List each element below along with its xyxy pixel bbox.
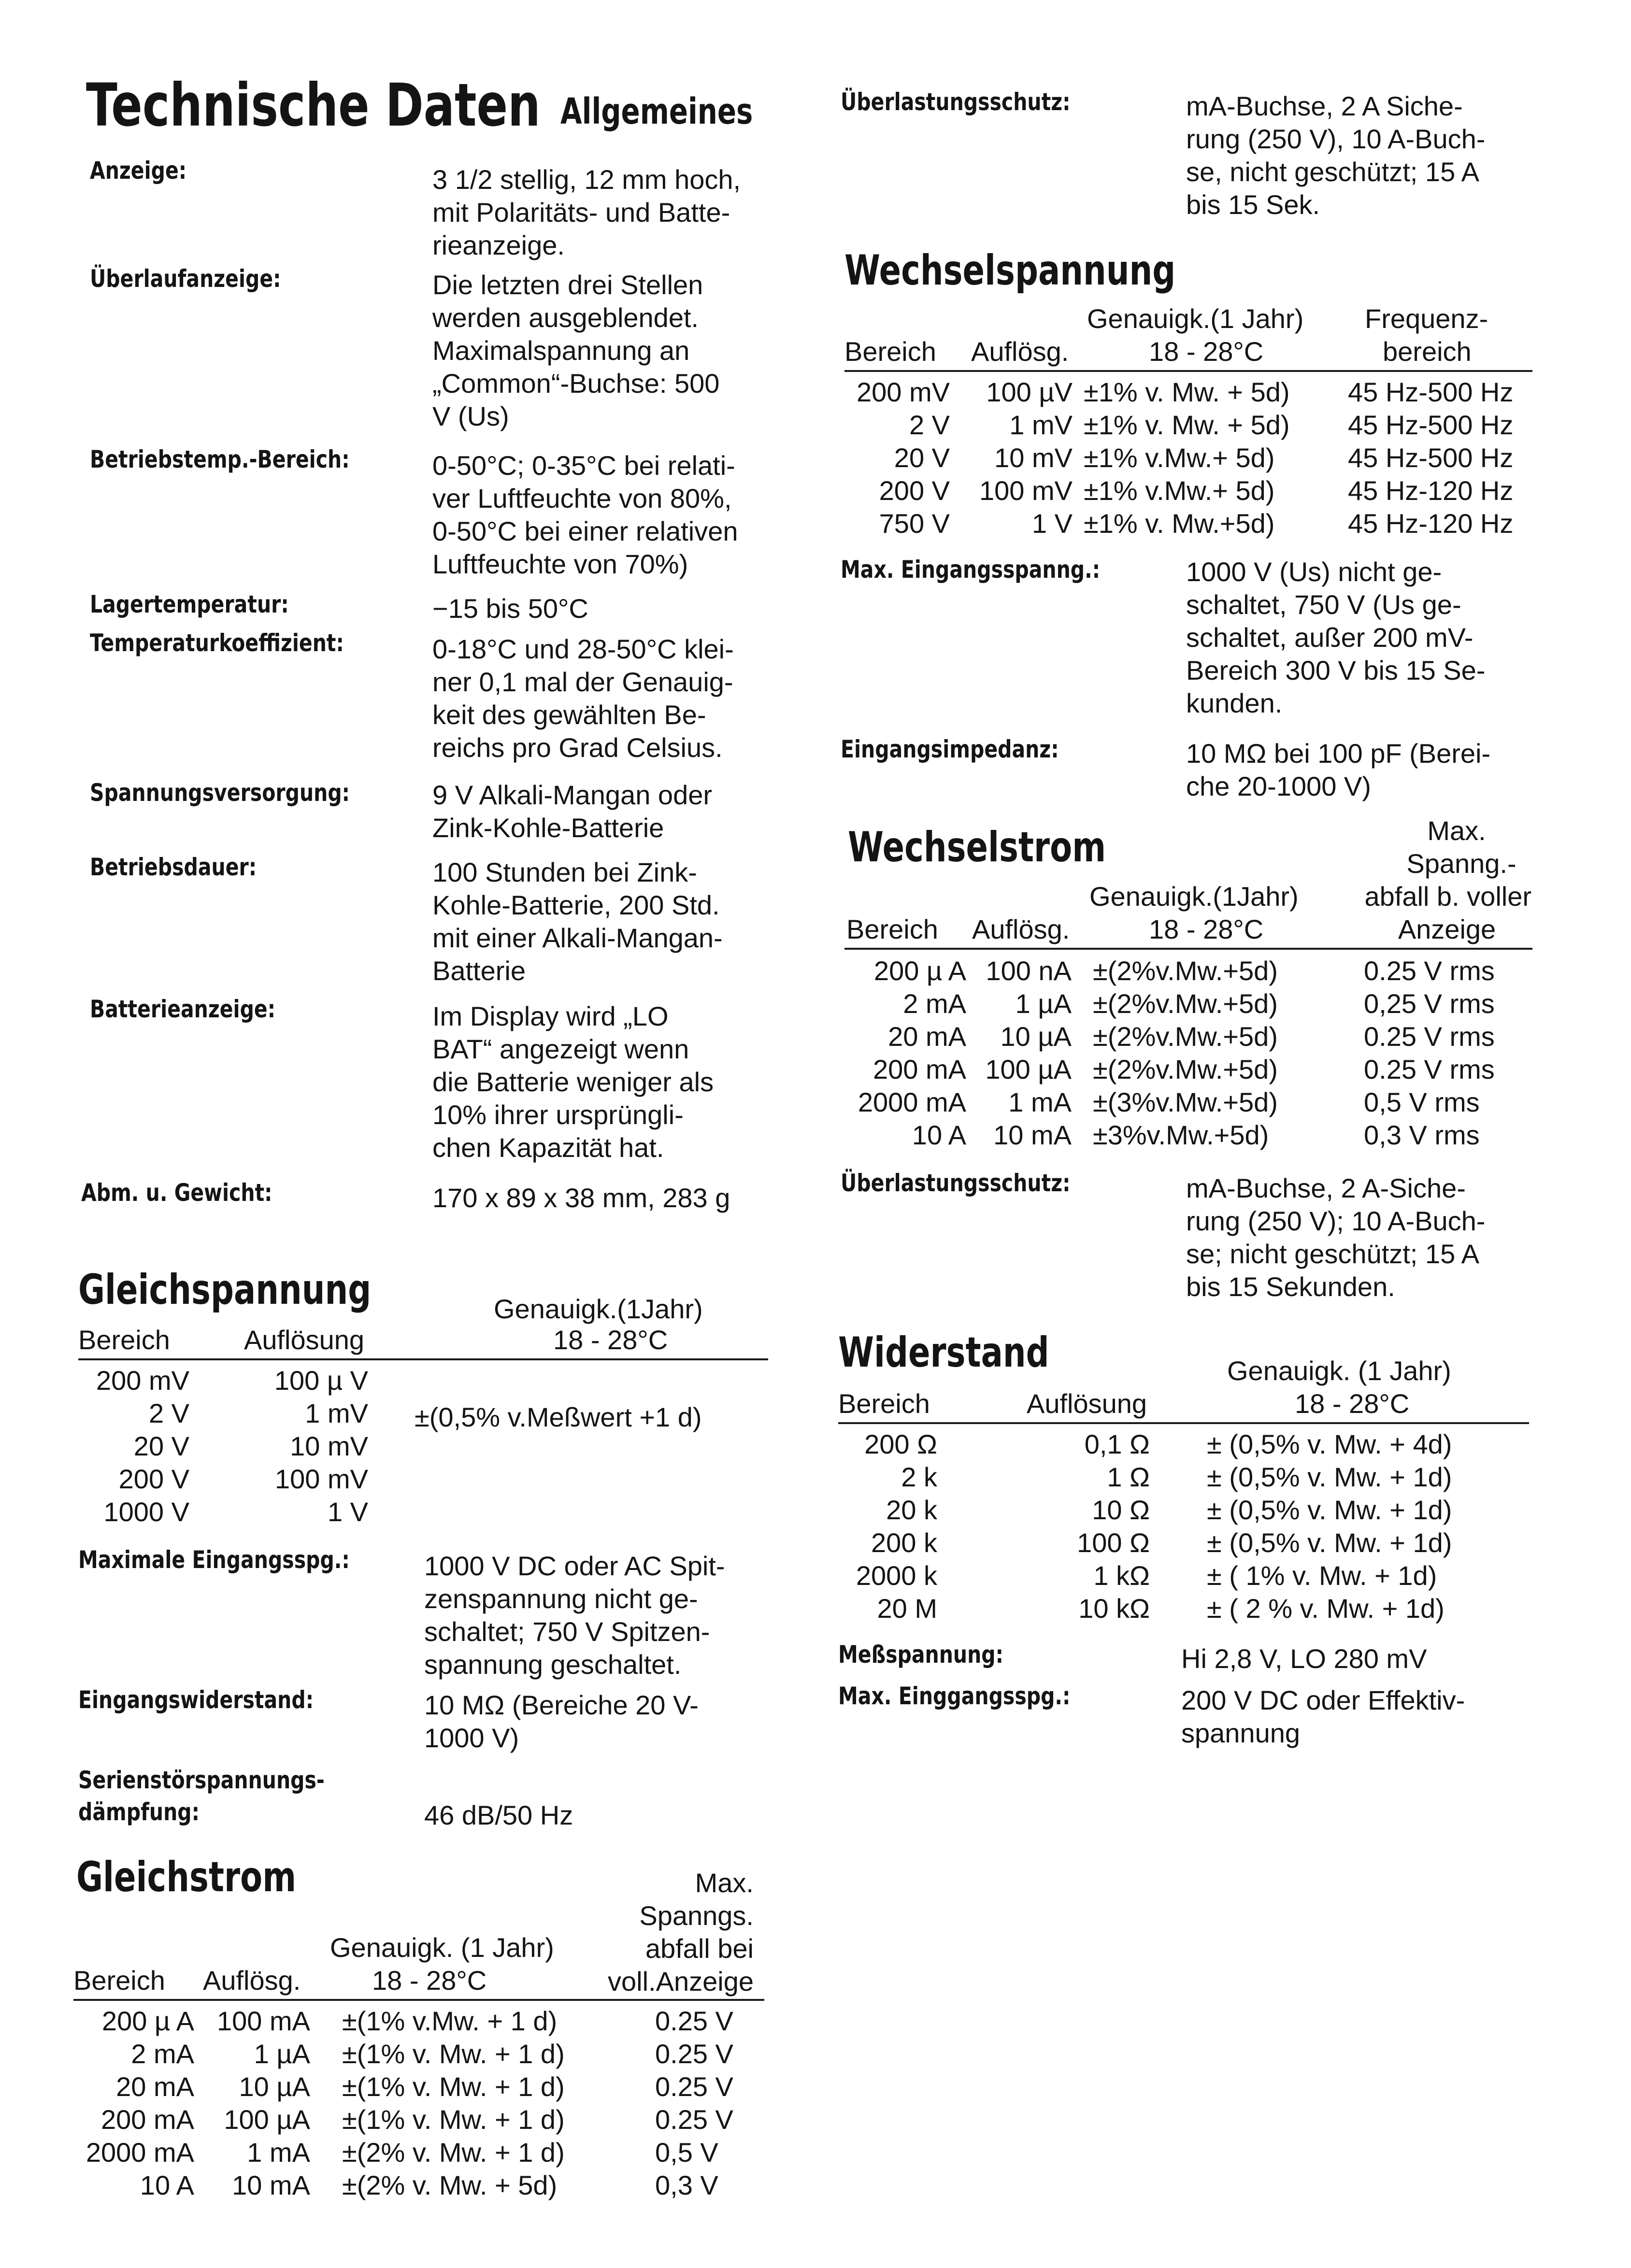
value-max-eingangsspanng: 1000 V (Us) nicht ge- schaltet, 750 V (Us ge- schaltet, außer 200 mV- Bereich 300 V bis 15 Se- kunden. — [1186, 556, 1486, 718]
gs-header-accuracy-1: Genauigk.(1Jahr) — [494, 1294, 703, 1324]
table-row: 200 mV — [857, 377, 950, 407]
table-row: 200 mV — [96, 1365, 189, 1396]
table-cell: 100 mA — [217, 2006, 310, 2036]
table-cell: 10 mV — [994, 442, 1073, 473]
value-lagertemperatur: −15 bis 50°C — [432, 593, 588, 624]
heading-widerstand: Widerstand — [838, 1328, 1049, 1377]
table-cell: ±(3%v.Mw.+5d) — [1093, 1087, 1278, 1117]
table-cell: 0,3 V — [655, 2170, 718, 2200]
wst-header-accuracy-1: Genauigk.(1Jahr) — [1089, 881, 1299, 912]
gs-header-aufloesung: Auflösung — [244, 1325, 365, 1355]
table-cell: 10 mA — [232, 2170, 310, 2200]
label-abmessungen: Abm. u. Gewicht: — [81, 1179, 272, 1207]
table-row: 200 mA — [873, 1054, 966, 1084]
table-cell: ±(1% v. Mw. + 1 d) — [342, 2039, 565, 2069]
heading-wechselspannung: Wechselspannung — [844, 246, 1176, 295]
label-max-eingangsspg: Maximale Eingangsspg.: — [78, 1546, 350, 1574]
ws-header-accuracy-1: Genauigk.(1 Jahr) — [1087, 303, 1304, 334]
table-cell: 10 Ω — [1092, 1495, 1150, 1525]
table-cell: ±1% v.Mw.+ 5d) — [1084, 442, 1275, 473]
table-cell: ±(2% v. Mw. + 5d) — [342, 2170, 558, 2200]
wd-header-rule — [838, 1422, 1529, 1424]
value-max-eingangsspg: 1000 V DC oder AC Spit- zenspannung nicht ge- schaltet; 750 V Spitzen- spannung geschaltet. — [424, 1551, 725, 1680]
table-cell: 45 Hz-120 Hz — [1348, 475, 1514, 506]
value-eingangswiderstand: 10 MΩ (Bereiche 20 V- 1000 V) — [424, 1690, 699, 1753]
table-cell: ±3%v.Mw.+5d) — [1093, 1120, 1269, 1150]
table-cell: 1 Ω — [1107, 1462, 1150, 1492]
table-row: 750 V — [879, 508, 950, 539]
value-messspannung: Hi 2,8 V, LO 280 mV — [1181, 1643, 1427, 1674]
gs-accuracy-value: ±(0,5% v.Meßwert +1 d) — [415, 1402, 702, 1432]
ws-header-aufloesg: Auflösg. — [971, 336, 1069, 367]
table-row: 2 k — [901, 1462, 937, 1492]
table-cell: 100 µA — [224, 2104, 310, 2135]
table-cell: 100 µA — [985, 1054, 1072, 1084]
table-cell: ±(2%v.Mw.+5d) — [1093, 956, 1278, 986]
table-cell: 0.25 V rms — [1364, 1021, 1495, 1052]
table-cell: 45 Hz-500 Hz — [1348, 410, 1514, 440]
heading-gleichspannung: Gleichspannung — [78, 1266, 372, 1314]
table-cell: 1 mV — [1009, 410, 1073, 440]
table-cell: 100 Ω — [1077, 1527, 1150, 1558]
table-row: 20 mA — [116, 2071, 194, 2102]
wd-header-aufloesung: Auflösung — [1027, 1388, 1147, 1419]
table-cell: 100 mV — [275, 1464, 368, 1494]
table-cell: 10 mA — [993, 1120, 1072, 1150]
table-cell: 100 nA — [986, 956, 1072, 986]
table-cell: ± (0,5% v. Mw. + 1d) — [1207, 1527, 1452, 1558]
value-ueberlastungsschutz-ac: mA-Buchse, 2 A-Siche- rung (250 V); 10 A-Buch- se; nicht geschützt; 15 A bis 15 Sekunden. — [1186, 1173, 1486, 1302]
label-temperaturkoeffizient: Temperaturkoeffizient: — [90, 629, 344, 657]
table-row: 200 µ A — [873, 956, 966, 986]
table-cell: 1 V — [1031, 508, 1073, 539]
label-lagertemperatur: Lagertemperatur: — [90, 590, 289, 618]
label-eingangsimpedanz: Eingangsimpedanz: — [841, 735, 1059, 763]
label-ueberlastungsschutz-ac: Überlastungsschutz: — [841, 1169, 1071, 1197]
ws-header-frequenz-2: bereich — [1383, 336, 1472, 367]
table-cell: 1 mV — [305, 1398, 368, 1428]
gst-header-accuracy-1: Genauigk. (1 Jahr) — [330, 1932, 554, 1963]
page-title: Technische Daten — [86, 71, 541, 140]
table-cell: 1 mA — [1008, 1087, 1072, 1117]
table-cell: 45 Hz-120 Hz — [1348, 508, 1514, 539]
table-cell: 0.25 V rms — [1364, 956, 1495, 986]
label-spannungsversorgung: Spannungsversorgung: — [90, 779, 350, 807]
table-cell: 1 mA — [247, 2137, 310, 2168]
table-row: 2 mA — [903, 988, 966, 1019]
gs-header-rule — [78, 1358, 768, 1360]
value-eingangsimpedanz: 10 MΩ bei 100 pF (Berei- che 20-1000 V) — [1186, 738, 1491, 801]
label-messspannung: Meßspannung: — [838, 1640, 1004, 1669]
ws-header-frequenz-1: Frequenz- — [1365, 303, 1488, 334]
wst-header-max: Max. Spanng.- abfall b. voller Anzeige — [1364, 815, 1531, 944]
table-row: 200 k — [871, 1527, 937, 1558]
table-cell: 100 µ V — [274, 1365, 368, 1396]
value-ueberlaufanzeige: Die letzten drei Stellen werden ausgeblendet. Maximalspannung an „Common“-Buchse: 500 V (Us) — [432, 270, 720, 431]
table-row: 2000 mA — [86, 2137, 194, 2168]
ws-header-rule — [844, 370, 1532, 372]
table-row: 20 k — [886, 1495, 937, 1525]
value-betriebstemp: 0-50°C; 0-35°C bei relati- ver Luftfeuchte von 80%, 0-50°C bei einer relativen Luftfeuchte von 70%) — [432, 450, 738, 579]
table-cell: ±(2%v.Mw.+5d) — [1093, 1021, 1278, 1052]
wst-header-bereich: Bereich — [846, 914, 938, 944]
table-cell: ± ( 2 % v. Mw. + 1d) — [1207, 1593, 1445, 1624]
table-cell: 0,5 V rms — [1364, 1087, 1480, 1117]
label-max-eingangsspanng: Max. Eingangsspanng.: — [841, 556, 1101, 584]
value-serienstoerspannung: 46 dB/50 Hz — [424, 1800, 573, 1830]
table-row: 20 M — [877, 1593, 937, 1624]
wst-header-rule — [844, 948, 1532, 950]
table-row: 2000 k — [856, 1560, 937, 1591]
table-row: 20 V — [133, 1431, 189, 1461]
table-row: 20 V — [894, 442, 950, 473]
table-cell: ± (0,5% v. Mw. + 1d) — [1207, 1495, 1452, 1525]
gst-header-max: Max. Spanngs. abfall bei voll.Anzeige — [608, 1868, 754, 1997]
section-subtitle-allgemeines: Allgemeines — [560, 91, 753, 132]
table-cell: 1 V — [327, 1497, 368, 1527]
table-cell: ±1% v. Mw. + 5d) — [1084, 377, 1290, 407]
table-cell: 1 kΩ — [1093, 1560, 1150, 1591]
table-cell: 100 mV — [979, 475, 1073, 506]
table-row: 200 mA — [101, 2104, 194, 2135]
value-temperaturkoeffizient: 0-18°C und 28-50°C klei- ner 0,1 mal der Genauig- keit des gewählten Be- reichs pro Grad Celsius. — [432, 634, 734, 763]
table-cell: 100 µV — [986, 377, 1073, 407]
table-cell: ±(2% v. Mw. + 1 d) — [342, 2137, 565, 2168]
table-cell: 45 Hz-500 Hz — [1348, 377, 1514, 407]
label-serienstoerspannung: Serienstörspannungs- dämpfung: — [78, 1766, 325, 1826]
table-cell: ±(1% v.Mw. + 1 d) — [342, 2006, 558, 2036]
value-batterieanzeige: Im Display wird „LO BAT“ angezeigt wenn die Batterie weniger als 10% ihrer ursprüngli- chen Kapazität hat. — [432, 1001, 714, 1163]
table-cell: ±1% v. Mw.+5d) — [1084, 508, 1275, 539]
table-row: 1000 V — [103, 1497, 189, 1527]
ws-header-accuracy-2: 18 - 28°C — [1149, 336, 1264, 367]
table-cell: ± ( 1% v. Mw. + 1d) — [1207, 1560, 1437, 1591]
gst-header-accuracy-2: 18 - 28°C — [372, 1965, 487, 1996]
table-cell: 0,25 V rms — [1364, 988, 1495, 1019]
table-cell: ±(2%v.Mw.+5d) — [1093, 988, 1278, 1019]
table-cell: 10 kΩ — [1078, 1593, 1150, 1624]
table-cell: ± (0,5% v. Mw. + 4d) — [1207, 1429, 1452, 1459]
value-spannungsversorgung: 9 V Alkali-Mangan oder Zink-Kohle-Batterie — [432, 780, 713, 843]
table-cell: 0.25 V — [655, 2104, 733, 2135]
value-abmessungen: 170 x 89 x 38 mm, 283 g — [432, 1183, 730, 1213]
table-cell: 0,1 Ω — [1084, 1429, 1150, 1459]
table-cell: 45 Hz-500 Hz — [1348, 442, 1514, 473]
table-cell: 0,5 V — [655, 2137, 718, 2168]
table-cell: ±(1% v. Mw. + 1 d) — [342, 2071, 565, 2102]
gs-header-accuracy-2: 18 - 28°C — [553, 1325, 668, 1355]
table-cell: 1 µA — [254, 2039, 310, 2069]
table-row: 200 Ω — [864, 1429, 937, 1459]
table-cell: 0.25 V — [655, 2006, 733, 2036]
table-row: 2 mA — [131, 2039, 194, 2069]
table-row: 2 V — [148, 1398, 189, 1428]
value-betriebsdauer: 100 Stunden bei Zink- Kohle-Batterie, 200 Std. mit einer Alkali-Mangan- Batterie — [432, 857, 723, 986]
label-ueberlastungsschutz-top: Überlastungsschutz: — [841, 88, 1071, 116]
gst-header-aufloesg: Auflösg. — [203, 1965, 301, 1996]
table-row: 10 A — [912, 1120, 966, 1150]
heading-wechselstrom: Wechselstrom — [848, 823, 1106, 871]
table-cell: 0.25 V rms — [1364, 1054, 1495, 1084]
label-ueberlaufanzeige: Überlaufanzeige: — [90, 265, 281, 293]
wst-header-accuracy-2: 18 - 28°C — [1149, 914, 1264, 944]
gs-header-bereich: Bereich — [78, 1325, 170, 1355]
wd-header-bereich: Bereich — [838, 1388, 930, 1419]
label-betriebsdauer: Betriebsdauer: — [90, 853, 257, 881]
table-row: 2 V — [909, 410, 950, 440]
label-max-einggangsspg: Max. Einggangsspg.: — [838, 1682, 1071, 1710]
gst-header-rule — [73, 1999, 764, 2001]
table-row: 2000 mA — [858, 1087, 966, 1117]
table-row: 200 V — [879, 475, 950, 506]
label-eingangswiderstand: Eingangswiderstand: — [78, 1686, 314, 1714]
label-batterieanzeige: Batterieanzeige: — [90, 995, 276, 1023]
table-cell: ±(1% v. Mw. + 1 d) — [342, 2104, 565, 2135]
table-cell: 10 mV — [290, 1431, 368, 1461]
table-cell: 1 µA — [1015, 988, 1072, 1019]
value-anzeige: 3 1/2 stellig, 12 mm hoch, mit Polaritäts- und Batte- rieanzeige. — [432, 164, 741, 260]
ws-header-bereich: Bereich — [844, 336, 936, 367]
heading-gleichstrom: Gleichstrom — [76, 1853, 297, 1901]
table-cell: 10 µA — [1000, 1021, 1072, 1052]
table-row: 10 A — [140, 2170, 194, 2200]
table-cell: 0.25 V — [655, 2071, 733, 2102]
wd-header-accuracy-1: Genauigk. (1 Jahr) — [1227, 1355, 1451, 1386]
table-cell: ±(2%v.Mw.+5d) — [1093, 1054, 1278, 1084]
table-cell: 0.25 V — [655, 2039, 733, 2069]
table-cell: ± (0,5% v. Mw. + 1d) — [1207, 1462, 1452, 1492]
label-betriebstemp: Betriebstemp.-Bereich: — [90, 445, 350, 473]
table-row: 20 mA — [888, 1021, 966, 1052]
table-cell: ±1% v.Mw.+ 5d) — [1084, 475, 1275, 506]
gst-header-bereich: Bereich — [73, 1965, 165, 1996]
value-max-einggangsspg: 200 V DC oder Effektiv- spannung — [1181, 1685, 1465, 1748]
table-cell: ±1% v. Mw. + 5d) — [1084, 410, 1290, 440]
table-row: 200 V — [118, 1464, 189, 1494]
wst-header-aufloesg: Auflösg. — [972, 914, 1070, 944]
table-cell: 10 µA — [239, 2071, 310, 2102]
value-ueberlastungsschutz-top: mA-Buchse, 2 A Siche- rung (250 V), 10 A-Buch- se, nicht geschützt; 15 A bis 15 Sek. — [1186, 91, 1486, 220]
table-row: 200 µ A — [101, 2006, 194, 2036]
wd-header-accuracy-2: 18 - 28°C — [1295, 1388, 1410, 1419]
label-anzeige: Anzeige: — [90, 157, 187, 185]
table-cell: 0,3 V rms — [1364, 1120, 1480, 1150]
